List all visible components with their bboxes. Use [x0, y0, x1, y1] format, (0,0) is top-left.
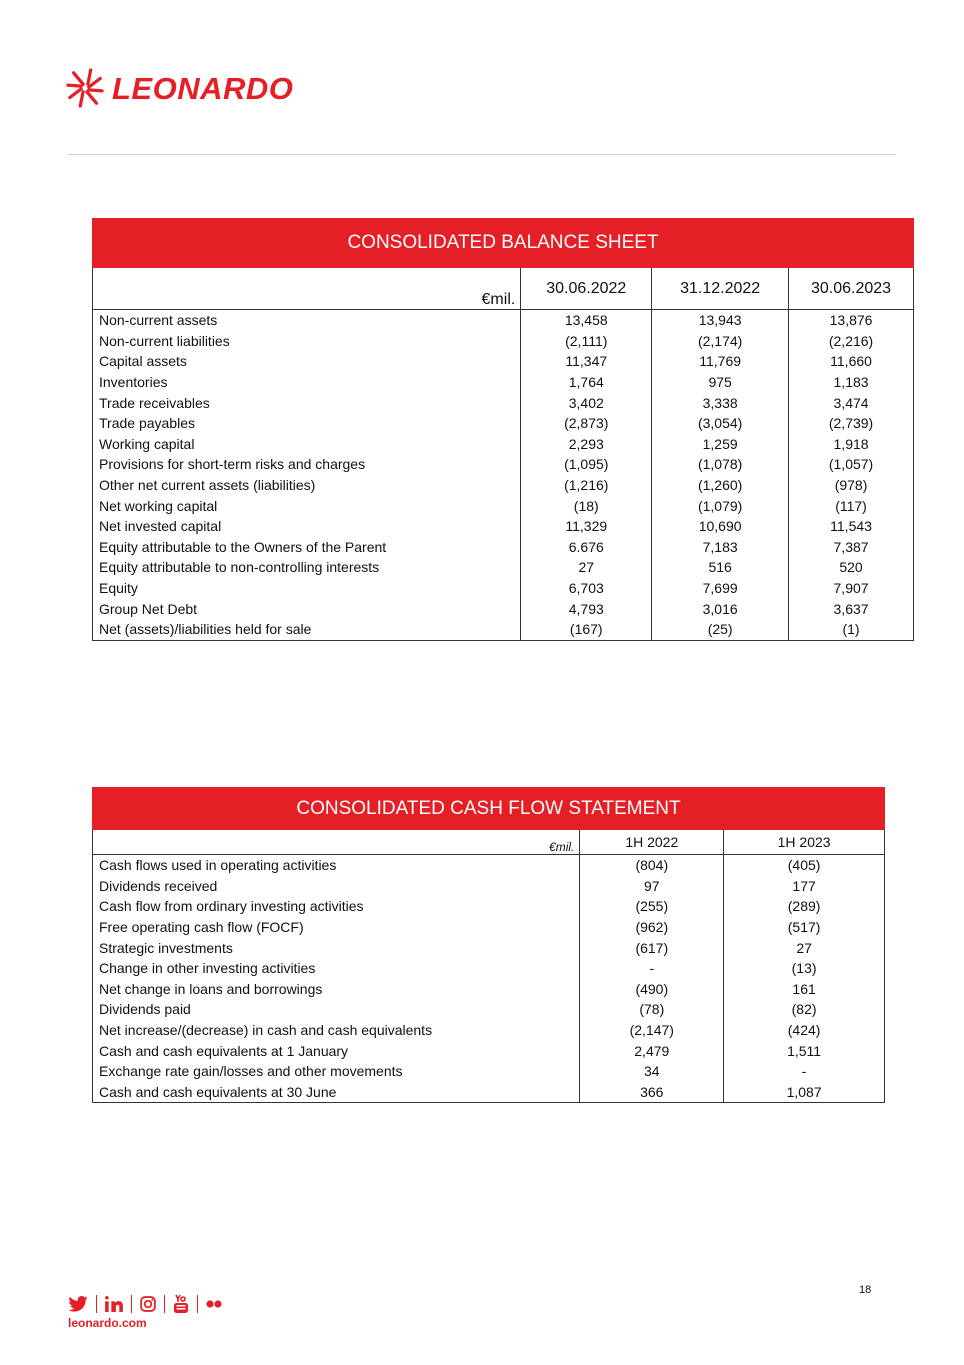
cell-value: (78) — [580, 999, 724, 1020]
row-label: Cash and cash equivalents at 1 January — [93, 1040, 580, 1061]
table-row — [93, 372, 914, 393]
cell-value: (1,216) — [521, 475, 652, 496]
website-link[interactable]: leonardo.com — [68, 1316, 147, 1330]
row-label: Cash flow from ordinary investing activities — [93, 896, 580, 917]
table-row — [93, 331, 914, 352]
table-row — [93, 598, 914, 619]
row-label: Dividends paid — [93, 999, 580, 1020]
table-row — [93, 1040, 885, 1061]
cell-value: 7,183 — [652, 537, 789, 558]
cell-value: 1,087 — [724, 1082, 885, 1103]
cell-value: (2,111) — [521, 331, 652, 352]
cell-value: 6.676 — [521, 537, 652, 558]
instagram-icon[interactable] — [140, 1294, 156, 1314]
cell-value: (255) — [580, 896, 724, 917]
row-label: Inventories — [93, 372, 521, 393]
table-row — [93, 1061, 885, 1082]
cell-value: 3,474 — [789, 392, 914, 413]
brand-name: LEONARDO — [112, 70, 294, 106]
column-header: 31.12.2022 — [652, 268, 789, 310]
cell-value: (1,260) — [652, 475, 789, 496]
cell-value: 13,876 — [789, 310, 914, 331]
row-label: Non-current liabilities — [93, 331, 521, 352]
cell-value: 3,637 — [789, 598, 914, 619]
cell-value: 13,943 — [652, 310, 789, 331]
cell-value: (1,057) — [789, 454, 914, 475]
row-label: Net invested capital — [93, 516, 521, 537]
cell-value: (1,079) — [652, 495, 789, 516]
cell-value: 34 — [580, 1061, 724, 1082]
cell-value: (3,054) — [652, 413, 789, 434]
table-row — [93, 434, 914, 455]
cell-value: 11,660 — [789, 351, 914, 372]
unit-label: €mil. — [93, 268, 521, 310]
cash-flow-title: CONSOLIDATED CASH FLOW STATEMENT — [93, 788, 885, 830]
row-label: Cash and cash equivalents at 30 June — [93, 1082, 580, 1103]
leonardo-emblem-icon — [66, 66, 104, 110]
table-row — [93, 979, 885, 1000]
table-row — [93, 619, 914, 640]
cell-value: (13) — [724, 958, 885, 979]
cell-value: (2,147) — [580, 1020, 724, 1041]
cell-value: (2,174) — [652, 331, 789, 352]
cell-value: (617) — [580, 937, 724, 958]
row-label: Working capital — [93, 434, 521, 455]
table-row — [93, 537, 914, 558]
unit-label: €mil. — [93, 830, 580, 855]
row-label: Capital assets — [93, 351, 521, 372]
cell-value: (1) — [789, 619, 914, 640]
table-row — [93, 413, 914, 434]
cell-value: 520 — [789, 557, 914, 578]
cell-value: (1,078) — [652, 454, 789, 475]
cell-value: (82) — [724, 999, 885, 1020]
cell-value: 1,764 — [521, 372, 652, 393]
table-row — [93, 310, 914, 331]
row-label: Change in other investing activities — [93, 958, 580, 979]
table-row — [93, 351, 914, 372]
cell-value: (1,095) — [521, 454, 652, 475]
table-row — [93, 454, 914, 475]
cell-value: 366 — [580, 1082, 724, 1103]
table-row — [93, 1082, 885, 1103]
cell-value: (2,739) — [789, 413, 914, 434]
linkedin-icon[interactable] — [105, 1294, 123, 1314]
row-label: Other net current assets (liabilities) — [93, 475, 521, 496]
row-label: Strategic investments — [93, 937, 580, 958]
balance-sheet-title: CONSOLIDATED BALANCE SHEET — [93, 219, 914, 268]
cell-value: (18) — [521, 495, 652, 516]
table-row — [93, 958, 885, 979]
cell-value: (804) — [580, 855, 724, 876]
cell-value: 161 — [724, 979, 885, 1000]
table-row — [93, 937, 885, 958]
divider — [164, 1295, 165, 1313]
cell-value: (424) — [724, 1020, 885, 1041]
column-header: 1H 2023 — [724, 830, 885, 855]
table-row — [93, 896, 885, 917]
cell-value: 4,793 — [521, 598, 652, 619]
column-header: 30.06.2022 — [521, 268, 652, 310]
divider — [131, 1295, 132, 1313]
balance-sheet-table — [92, 218, 914, 641]
table-row — [93, 495, 914, 516]
cell-value: 1,183 — [789, 372, 914, 393]
column-header: 1H 2022 — [580, 830, 724, 855]
cell-value: 1,918 — [789, 434, 914, 455]
cell-value: 13,458 — [521, 310, 652, 331]
table-row — [93, 516, 914, 537]
row-label: Trade receivables — [93, 392, 521, 413]
table-row — [93, 578, 914, 599]
cell-value: 177 — [724, 876, 885, 897]
divider — [197, 1295, 198, 1313]
row-label: Equity attributable to non-controlling interests — [93, 557, 521, 578]
leonardo-logo — [66, 66, 293, 110]
row-label: Net (assets)/liabilities held for sale — [93, 619, 521, 640]
cell-value: (2,873) — [521, 413, 652, 434]
cell-value: 3,016 — [652, 598, 789, 619]
twitter-icon[interactable] — [68, 1294, 88, 1314]
row-label: Free operating cash flow (FOCF) — [93, 917, 580, 938]
cash-flow-table — [92, 787, 885, 1103]
cell-value: 3,338 — [652, 392, 789, 413]
cell-value: (167) — [521, 619, 652, 640]
social-links — [68, 1294, 222, 1314]
cell-value: 11,329 — [521, 516, 652, 537]
row-label: Non-current assets — [93, 310, 521, 331]
cell-value: 7,387 — [789, 537, 914, 558]
row-label: Net working capital — [93, 495, 521, 516]
table-row — [93, 917, 885, 938]
row-label: Cash flows used in operating activities — [93, 855, 580, 876]
cell-value: 2,293 — [521, 434, 652, 455]
youtube-icon[interactable] — [173, 1294, 189, 1314]
cell-value: 11,543 — [789, 516, 914, 537]
page-number: 18 — [859, 1284, 872, 1296]
table-row — [93, 475, 914, 496]
table-row — [93, 557, 914, 578]
cell-value: 11,347 — [521, 351, 652, 372]
table-row — [93, 999, 885, 1020]
row-label: Trade payables — [93, 413, 521, 434]
row-label: Exchange rate gain/losses and other movements — [93, 1061, 580, 1082]
cell-value: (289) — [724, 896, 885, 917]
table-row — [93, 392, 914, 413]
row-label: Net change in loans and borrowings — [93, 979, 580, 1000]
cell-value: 975 — [652, 372, 789, 393]
table-row — [93, 1020, 885, 1041]
cell-value: 10,690 — [652, 516, 789, 537]
cell-value: 11,769 — [652, 351, 789, 372]
cell-value: 7,699 — [652, 578, 789, 599]
cell-value: (405) — [724, 855, 885, 876]
column-header: 30.06.2023 — [789, 268, 914, 310]
cell-value: 97 — [580, 876, 724, 897]
cell-value: (962) — [580, 917, 724, 938]
row-label: Net increase/(decrease) in cash and cash equivalents — [93, 1020, 580, 1041]
cell-value: 1,259 — [652, 434, 789, 455]
table-row — [93, 876, 885, 897]
row-label: Group Net Debt — [93, 598, 521, 619]
cell-value: 2,479 — [580, 1040, 724, 1061]
header-divider — [68, 154, 896, 155]
cell-value: 7,907 — [789, 578, 914, 599]
row-label: Dividends received — [93, 876, 580, 897]
row-label: Equity attributable to the Owners of the Parent — [93, 537, 521, 558]
cell-value: 3,402 — [521, 392, 652, 413]
cell-value: 27 — [724, 937, 885, 958]
cell-value: - — [580, 958, 724, 979]
cell-value: (2,216) — [789, 331, 914, 352]
cell-value: 516 — [652, 557, 789, 578]
cell-value: (25) — [652, 619, 789, 640]
table-row — [93, 855, 885, 876]
cell-value: 27 — [521, 557, 652, 578]
cell-value: (978) — [789, 475, 914, 496]
cell-value: (117) — [789, 495, 914, 516]
cell-value: 1,511 — [724, 1040, 885, 1061]
cell-value: 6,703 — [521, 578, 652, 599]
cell-value: - — [724, 1061, 885, 1082]
divider — [96, 1295, 97, 1313]
row-label: Equity — [93, 578, 521, 599]
cell-value: (490) — [580, 979, 724, 1000]
cell-value: (517) — [724, 917, 885, 938]
flickr-icon[interactable] — [206, 1294, 222, 1314]
row-label: Provisions for short-term risks and charges — [93, 454, 521, 475]
